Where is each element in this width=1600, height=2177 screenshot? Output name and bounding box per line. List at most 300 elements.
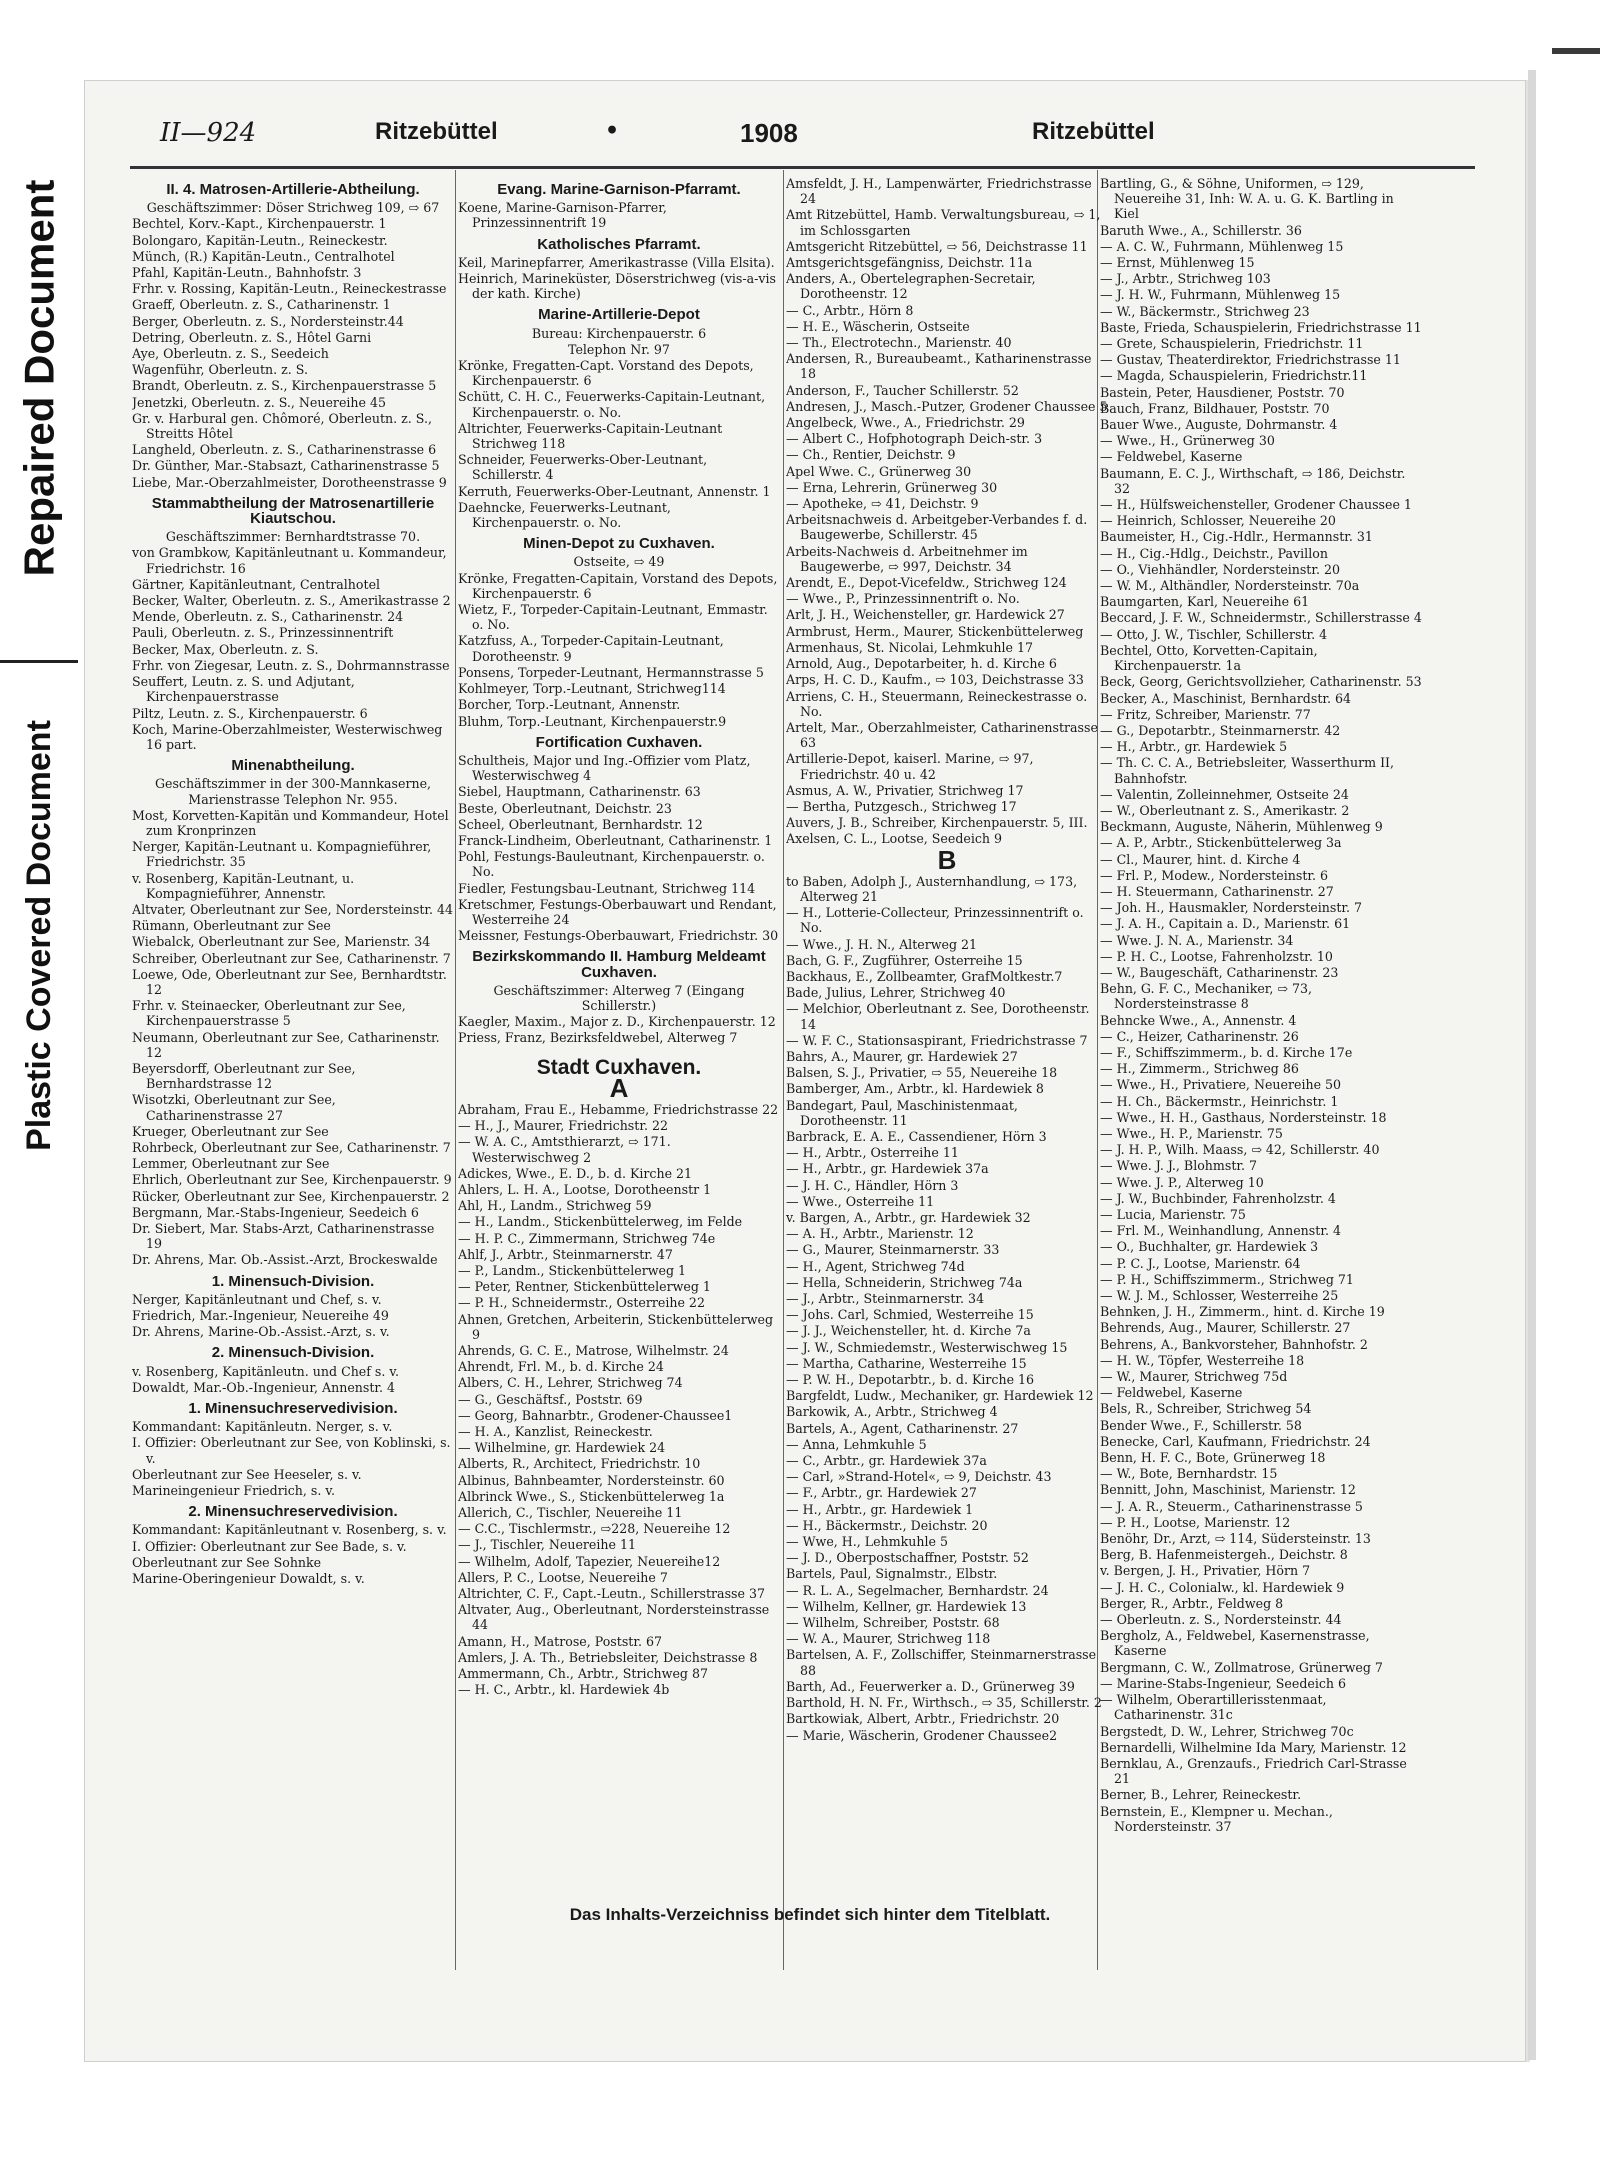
directory-entry: — P. H., Lootse, Marienstr. 12 [1100, 1514, 1291, 1530]
page-number: II—924 [160, 118, 257, 148]
directory-entry: — P. H., Schneidermstr., Osterreihe 22 [458, 1295, 705, 1311]
directory-entry: — Frl. P., Modew., Nordersteinstr. 6 [1100, 867, 1329, 883]
directory-entry: Bauch, Franz, Bildhauer, Poststr. 70 [1100, 400, 1330, 416]
directory-entry: — J., Arbtr., Strichweg 103 [1100, 271, 1271, 287]
directory-entry: Dowaldt, Mar.-Ob.-Ingenieur, Annenstr. 4 [132, 1379, 396, 1395]
directory-entry: Heinrich, Marineküster, Döserstrichweg (vis-a-vis der kath. Kirche) [458, 271, 776, 302]
directory-entry: — A. C. W., Fuhrmann, Mühlenweg 15 [1100, 238, 1344, 254]
directory-entry: — Frl. M., Weinhandlung, Annenstr. 4 [1100, 1223, 1341, 1239]
repaired-label-text: Repaired Document [15, 179, 62, 576]
directory-entry: — Valentin, Zolleinnehmer, Ostseite 24 [1100, 786, 1349, 802]
directory-entry: — P. C. J., Lootse, Marienstr. 64 [1100, 1255, 1301, 1271]
directory-entry: Bartelsen, A. F., Zollschiffer, Steinmarnerstrasse 88 [786, 1647, 1097, 1678]
section-heading: Bezirkskommando II. Hamburg Meldeamt Cuxhaven. [472, 948, 766, 981]
directory-entry: Krönke, Fregatten-Capt. Vorstand des Depots, Kirchenpauerstr. 6 [458, 358, 754, 389]
header-year: 1908 [740, 118, 798, 148]
directory-entry: Liebe, Mar.-Oberzahlmeister, Dorotheenstrasse 9 [132, 474, 447, 490]
directory-entry: v. Bergen, J. H., Privatier, Hörn 7 [1100, 1563, 1311, 1579]
section-subheading: Ostseite, ⇨ 49 [573, 554, 665, 570]
directory-entry: — Wwe., Osterreihe 11 [786, 1193, 935, 1209]
directory-entry: Barthold, H. N. Fr., Wirthsch., ⇨ 35, Schillerstr. 2 [786, 1695, 1102, 1711]
directory-entry: — Wwe. J. J., Blohmstr. 7 [1100, 1158, 1258, 1174]
directory-entry: — P. H. C., Lootse, Fahrenholzstr. 10 [1100, 948, 1333, 964]
directory-entry: Arnold, Aug., Depotarbeiter, h. d. Kirche 6 [786, 656, 1057, 672]
directory-entry: Axelsen, C. L., Lootse, Seedeich 9 [786, 831, 1003, 847]
directory-entry: Andresen, J., Masch.-Putzer, Grodener Chaussee 5 [786, 398, 1108, 414]
directory-entry: — H. C., Arbtr., kl. Hardewiek 4b [458, 1682, 670, 1698]
directory-entry: — W. A. C., Amtsthierarzt, ⇨ 171. Westerwischweg 2 [458, 1134, 671, 1165]
directory-entry: — Otto, J. W., Tischler, Schillerstr. 4 [1100, 626, 1328, 642]
directory-entry: — H., Arbtr., gr. Hardewiek 1 [786, 1501, 974, 1517]
directory-entry: — Fritz, Schreiber, Marienstr. 77 [1100, 706, 1311, 722]
directory-entry: — Ch., Rentier, Deichstr. 9 [786, 447, 956, 463]
section-heading: Evang. Marine-Garnison-Pfarramt. [497, 181, 741, 198]
directory-entry: — H., Arbtr., Osterreihe 11 [786, 1145, 959, 1161]
directory-entry: — Th., Electrotechn., Marienstr. 40 [786, 335, 1012, 351]
directory-entry: Wagenführ, Oberleutn. z. S. [132, 362, 308, 378]
directory-column-4 [1100, 176, 1422, 1976]
directory-entry: — Grete, Schauspielerin, Friedrichstr. 11 [1100, 336, 1364, 352]
directory-entry: Wietz, F., Torpeder-Capitain-Leutnant, Emmastr. o. No. [458, 602, 768, 633]
directory-entry: Becker, Max, Oberleutn. z. S. [132, 641, 319, 657]
directory-entry: — H. Ch., Bäckermstr., Heinrichstr. 1 [1100, 1093, 1339, 1109]
letter-heading: A [609, 1072, 629, 1103]
directory-entry: Borcher, Torp.-Leutnant, Annenstr. [458, 697, 681, 713]
directory-entry: Schultheis, Major und Ing.-Offizier vom Platz, Westerwischweg 4 [458, 752, 751, 784]
directory-entry: Rücker, Oberleutnant zur See, Kirchenpauerstr. 2 [132, 1188, 450, 1204]
directory-entry: Marine-Oberingenieur Dowaldt, s. v. [132, 1571, 365, 1587]
directory-entry: Kerruth, Feuerwerks-Ober-Leutnant, Annenstr. 1 [458, 483, 771, 499]
directory-entry: — H., Bäckermstr., Deichstr. 20 [786, 1517, 988, 1533]
directory-entry: — J., Tischler, Neuereihe 11 [458, 1537, 636, 1553]
section-heading: Fortification Cuxhaven. [535, 733, 703, 751]
directory-entry: — G., Depotarbtr., Steinmarnerstr. 42 [1100, 722, 1341, 738]
directory-entry: — W. M., Althändler, Nordersteinstr. 70a [1100, 578, 1360, 594]
directory-entry: — J. H. C., Händler, Hörn 3 [786, 1177, 959, 1193]
directory-entry: Graeff, Oberleutn. z. S., Catharinenstr. 1 [132, 297, 391, 313]
directory-entry: — H., Arbtr., gr. Hardewiek 37a [786, 1161, 989, 1177]
directory-entry: — F., Schiffszimmerm., b. d. Kirche 17e [1100, 1044, 1353, 1060]
directory-entry: Neumann, Oberleutnant zur See, Catharinenstr. 12 [132, 1029, 440, 1060]
directory-entry: — C., Arbtr., gr. Hardewiek 37a [786, 1453, 987, 1469]
directory-entry: Kohlmeyer, Torp.-Leutnant, Strichweg114 [458, 681, 726, 697]
section-heading: Katholisches Pfarramt. [537, 235, 701, 253]
directory-entry: Koene, Marine-Garnison-Pfarrer, Prinzessinnentrift 19 [458, 200, 667, 231]
directory-entry: Apel Wwe. C., Grünerweg 30 [786, 463, 972, 479]
directory-entry: — J. H. P., Wilh. Maass, ⇨ 42, Schillerstr. 40 [1100, 1142, 1380, 1158]
directory-entry: Baruth Wwe., A., Schillerstr. 36 [1100, 222, 1302, 238]
directory-entry: — G., Geschäftsf., Poststr. 69 [458, 1391, 643, 1407]
directory-entry: Abraham, Frau E., Hebamme, Friedrichstrasse 22 [458, 1101, 779, 1117]
directory-entry: Krueger, Oberleutnant zur See [132, 1123, 329, 1139]
directory-entry: — Georg, Bahnarbtr., Grodener-Chaussee1 [458, 1407, 733, 1423]
directory-entry: — H. A., Kanzlist, Reineckestr. [458, 1424, 653, 1440]
directory-entry: Altrichter, Feuerwerks-Capitain-Leutnant Strichweg 118 [458, 420, 723, 452]
directory-entry: Behncke Wwe., A., Annenstr. 4 [1100, 1012, 1297, 1028]
directory-entry: — Wwe., P., Prinzessinnentrift o. No. [786, 591, 1020, 607]
directory-entry: Auvers, J. B., Schreiber, Kirchenpauerstr. 5, III. [786, 815, 1088, 831]
directory-entry: Albers, C. H., Lehrer, Strichweg 74 [458, 1375, 683, 1391]
directory-entry: Berg, B. Hafenmeistergeh., Deichstr. 8 [1100, 1547, 1348, 1563]
directory-entry: — H. Steuermann, Catharinenstr. 27 [1100, 883, 1334, 899]
directory-entry: Bade, Julius, Lehrer, Strichweg 40 [786, 985, 1006, 1001]
directory-entry: Artillerie-Depot, kaiserl. Marine, ⇨ 97, Friedrichstr. 40 u. 42 [786, 751, 1034, 782]
directory-entry: v. Bargen, A., Arbtr., gr. Hardewiek 32 [786, 1210, 1031, 1225]
directory-entry: — H., Hülfsweichensteller, Grodener Chaussee 1 [1100, 497, 1412, 513]
directory-entry: Brandt, Oberleutn. z. S., Kirchenpauerstrasse 5 [132, 378, 437, 394]
directory-entry: Bach, G. F., Zugführer, Osterreihe 15 [786, 952, 1023, 968]
directory-entry: Behrens, A., Bankvorsteher, Bahnhofstr. 2 [1100, 1336, 1368, 1352]
directory-entry: — Cl., Maurer, hint. d. Kirche 4 [1100, 851, 1301, 867]
directory-entry: Baste, Frieda, Schauspielerin, Friedrichstrasse 11 [1100, 319, 1422, 335]
section-subheading: Geschäftszimmer: Alterweg 7 (Eingang Schillerstr.) [493, 982, 745, 1013]
directory-entry: — Peter, Rentner, Stickenbüttelerweg 1 [458, 1279, 711, 1295]
directory-entry: Arriens, C. H., Steuermann, Reineckestrasse o. No. [786, 688, 1088, 719]
directory-entry: Bandegart, Paul, Maschinistenmaat, Dorotheenstr. 11 [786, 1097, 1018, 1128]
directory-entry: — Wwe., H. P., Marienstr. 75 [1100, 1125, 1283, 1141]
directory-entry: — R. L. A., Segelmacher, Bernhardstr. 24 [786, 1582, 1049, 1598]
directory-entry: Amlers, J. A. Th., Betriebsleiter, Deichstrasse 8 [458, 1649, 758, 1665]
directory-entry: Bargfeldt, Ludw., Mechaniker, gr. Hardewiek 12 [786, 1388, 1094, 1404]
directory-entry: — Bertha, Putzgesch., Strichweg 17 [786, 798, 1017, 814]
directory-entry: — Wwe, H., Lehmkuhle 5 [786, 1534, 948, 1550]
directory-entry: Behnken, J. H., Zimmerm., hint. d. Kirche 19 [1100, 1304, 1385, 1320]
directory-entry: Most, Korvetten-Kapitän und Kommandeur, Hotel zum Kronprinzen [132, 807, 449, 838]
directory-entry: Baumgarten, Karl, Neuereihe 61 [1100, 594, 1310, 610]
directory-entry: Artelt, Mar., Oberzahlmeister, Catharinenstrasse 63 [786, 719, 1098, 751]
directory-entry: Frhr. v. Rossing, Kapitän-Leutn., Reineckestrasse [132, 281, 447, 297]
directory-entry: — Anna, Lehmkuhle 5 [786, 1436, 927, 1452]
repaired-document-label [0, 95, 78, 663]
directory-entry: Behn, G. F. C., Mechaniker, ⇨ 73, Nordersteinstrasse 8 [1100, 981, 1313, 1012]
directory-entry: Bartels, Paul, Signalmstr., Elbstr. [786, 1566, 998, 1582]
directory-entry: v. Rosenberg, Kapitän-Leutnant, u. Kompagnieführer, Annenstr. [132, 870, 355, 901]
directory-entry: Meissner, Festungs-Oberbauwart, Friedrichstr. 30 [458, 928, 779, 944]
directory-entry: — J. W., Buchbinder, Fahrenholzstr. 4 [1100, 1190, 1336, 1206]
directory-entry: — Wwe. J. P., Alterweg 10 [1100, 1174, 1264, 1190]
directory-entry: Barbrack, E. A. E., Cassendiener, Hörn 3 [786, 1128, 1047, 1144]
directory-entry: — Gustav, Theaterdirektor, Friedrichstrasse 11 [1100, 352, 1401, 368]
directory-entry: — O., Buchhalter, gr. Hardewiek 3 [1100, 1239, 1319, 1255]
directory-entry: Münch, (R.) Kapitän-Leutn., Centralhotel [132, 248, 395, 264]
directory-entry: Bennitt, John, Maschinist, Marienstr. 12 [1100, 1482, 1356, 1498]
directory-entry: — W., Maurer, Strichweg 75d [1100, 1369, 1288, 1385]
directory-entry: — Oberleutn. z. S., Nordersteinstr. 44 [1100, 1612, 1342, 1628]
directory-entry: Benöhr, Dr., Arzt, ⇨ 114, Südersteinstr. 13 [1100, 1531, 1371, 1547]
directory-entry: — Wilhelm, Adolf, Tapezier, Neuereihe12 [458, 1553, 721, 1569]
directory-entry: — J. H. C., Colonialw., kl. Hardewiek 9 [1100, 1579, 1345, 1595]
directory-entry: Bergmann, Mar.-Stabs-Ingenieur, Seedeich 6 [132, 1204, 419, 1220]
directory-entry: — J. W., Schmiedemstr., Westerwischweg 15 [786, 1339, 1068, 1355]
directory-entry: Nerger, Kapitän-Leutnant u. Kompagnieführer, Friedrichstr. 35 [132, 839, 432, 870]
directory-entry: Benecke, Carl, Kaufmann, Friedrichstr. 24 [1100, 1433, 1371, 1449]
column-divider [783, 170, 784, 1970]
directory-entry: Albrinck Wwe., S., Stickenbüttelerweg 1a [458, 1488, 725, 1504]
section-heading: 2. Minensuch-Division. [211, 1344, 375, 1362]
section-heading: Stammabtheilung der Matrosenartillerie Kiautschou. [151, 494, 435, 528]
directory-entry: Dr. Günther, Mar.-Stabsazt, Catharinenstrasse 5 [132, 458, 440, 474]
directory-entry: — H., J., Maurer, Friedrichstr. 22 [458, 1118, 669, 1134]
directory-entry: — C.C., Tischlermstr., ⇨228, Neuereihe 12 [458, 1521, 731, 1537]
directory-entry: Bechtel, Korv.-Kapt., Kirchenpauerstr. 1 [132, 216, 387, 232]
directory-entry: — H., Lotterie-Collecteur, Prinzessinnentrift o. No. [786, 905, 1084, 936]
directory-entry: — Wwe., H., Privatiere, Neuereihe 50 [1100, 1077, 1342, 1093]
directory-entry: Aye, Oberleutn. z. S., Seedeich [132, 346, 329, 362]
directory-entry: Arbeits-Nachweis d. Arbeitnehmer im Baugewerbe, ⇨ 997, Deichstr. 34 [786, 543, 1028, 574]
directory-entry: Angelbeck, Wwe., A., Friedrichstr. 29 [786, 415, 1025, 431]
directory-entry: — Ernst, Mühlenweg 15 [1100, 255, 1255, 271]
directory-entry: Ahrends, G. C. E., Matrose, Wilhelmstr. 24 [458, 1343, 729, 1359]
header-dot: • [605, 118, 620, 144]
directory-entry: Kaegler, Maxim., Major z. D., Kirchenpauerstr. 12 [458, 1014, 776, 1030]
directory-entry: Amann, H., Matrose, Poststr. 67 [458, 1633, 663, 1649]
directory-entry: — Magda, Schauspielerin, Friedrichstr.11 [1100, 368, 1368, 384]
directory-entry: — J. A. H., Capitain a. D., Marienstr. 61 [1100, 916, 1351, 932]
page-header [160, 118, 1470, 154]
directory-entry: — Feldwebel, Kaserne [1100, 1385, 1243, 1401]
directory-entry: Beyersdorff, Oberleutnant zur See, Bernhardstrasse 12 [132, 1060, 356, 1092]
directory-entry: — H. P. C., Zimmermann, Strichweg 74e [458, 1230, 716, 1246]
directory-entry: Amtsgerichtsgefängniss, Deichstr. 11a [786, 255, 1033, 271]
directory-entry: — Wwe., H., Grünerweg 30 [1100, 433, 1275, 449]
directory-entry: — Hella, Schneiderin, Strichweg 74a [786, 1274, 1023, 1290]
directory-entry: Anderson, F., Taucher Schillerstr. 52 [786, 382, 1019, 398]
directory-entry: Gr. v. Harbural gen. Chômoré, Oberleutn. z. S., Streitts Hôtel [132, 410, 432, 442]
directory-entry: — Wwe., J. H. N., Alterweg 21 [786, 936, 978, 952]
directory-entry: Detring, Oberleutn. z. S., Hôtel Garni [132, 329, 372, 345]
directory-entry: Scheel, Oberleutnant, Bernhardstr. 12 [458, 816, 703, 832]
directory-entry: Altvater, Oberleutnant zur See, Nordersteinstr. 44 [132, 901, 454, 917]
directory-entry: Beck, Georg, Gerichtsvollzieher, Catharinenstr. 53 [1100, 674, 1422, 690]
directory-entry: Dr. Ahrens, Mar. Ob.-Assist.-Arzt, Brockeswalde [132, 1252, 438, 1268]
directory-entry: Altrichter, C. F., Capt.-Leutn., Schillerstrasse 37 [458, 1586, 765, 1602]
directory-entry: Balsen, S. J., Privatier, ⇨ 55, Neuereihe 18 [786, 1065, 1058, 1081]
directory-entry: Mende, Oberleutn. z. S., Catharinenstr. 24 [132, 609, 404, 625]
directory-entry: Priess, Franz, Bezirksfeldwebel, Alterweg 7 [458, 1030, 738, 1046]
directory-entry: — Wilhelm, Oberartillerisstenmaat, Catharinenstr. 31c [1100, 1692, 1327, 1723]
directory-entry: Arendt, E., Depot-Vicefeldw., Strichweg 124 [786, 575, 1067, 591]
directory-entry: Frhr. v. Steinaecker, Oberleutnant zur See, Kirchenpauerstrasse 5 [132, 998, 406, 1029]
directory-entry: Siebel, Hauptmann, Catharinenstr. 63 [458, 784, 701, 800]
directory-entry: Barth, Ad., Feuerwerker a. D., Grünerweg 39 [786, 1678, 1075, 1694]
directory-entry: to Baben, Adolph J., Austernhandlung, ⇨ 173, Alterweg 21 [786, 873, 1078, 904]
header-rule [130, 166, 1475, 169]
section-heading: Minenabtheilung. [231, 757, 355, 775]
directory-entry: Rümann, Oberleutnant zur See [132, 918, 331, 934]
section-heading: Minen-Depot zu Cuxhaven. [523, 535, 715, 553]
directory-entry: Beckmann, Auguste, Näherin, Mühlenweg 9 [1100, 819, 1383, 835]
directory-entry: Schneider, Feuerwerks-Ober-Leutnant, Schillerstr. 4 [458, 452, 708, 483]
directory-entry: Baumeister, H., Cig.-Hdlr., Hermannstr. 31 [1100, 529, 1373, 545]
directory-entry: — Marie, Wäscherin, Grodener Chaussee2 [786, 1727, 1058, 1743]
directory-entry: Wisotzki, Oberleutnant zur See, Catharinenstrasse 27 [132, 1092, 336, 1123]
directory-entry: Becker, A., Maschinist, Bernhardstr. 64 [1100, 690, 1352, 706]
directory-entry: Bluhm, Torp.-Leutnant, Kirchenpauerstr.9 [458, 713, 727, 729]
directory-entry: Daehncke, Feuerwerks-Leutnant, Kirchenpauerstr. o. No. [458, 499, 671, 531]
section-subheading: Bureau: Kirchenpauerstr. 6 [531, 325, 707, 341]
plastic-label-text: Plastic Covered Document [19, 719, 58, 1151]
directory-entry: Allers, P. C., Lootse, Neuereihe 7 [458, 1569, 668, 1585]
directory-entry: Bolongaro, Kapitän-Leutn., Reineckestr. [132, 232, 388, 248]
directory-entry: — J. J., Weichensteller, ht. d. Kirche 7a [786, 1323, 1031, 1339]
directory-entry: Andersen, R., Bureaubeamt., Katharinenstrasse 18 [786, 351, 1092, 382]
directory-entry: — Wilhelm, Schreiber, Poststr. 68 [786, 1615, 1000, 1631]
column-divider [455, 170, 456, 1970]
directory-entry: Dr. Siebert, Mar. Stabs-Arzt, Catharinenstrasse 19 [132, 1221, 435, 1252]
directory-entry: Anders, A., Obertelegraphen-Secretair, Dorotheenstr. 12 [786, 271, 1036, 302]
directory-entry: Berger, Oberleutn. z. S., Nordersteinstr.44 [132, 313, 404, 329]
directory-entry: Rohrbeck, Oberleutnant zur See, Catharinenstr. 7 [132, 1139, 451, 1155]
scan-corner [1552, 48, 1600, 54]
directory-entry: Ahlers, L. H. A., Lootse, Dorotheenstr 1 [458, 1181, 712, 1197]
directory-entry: Asmus, A. W., Privatier, Strichweg 17 [786, 782, 1024, 798]
directory-entry: Pfahl, Kapitän-Leutn., Bahnhofstr. 3 [132, 265, 362, 281]
directory-entry: — P., Landm., Stickenbüttelerweg 1 [458, 1263, 687, 1278]
directory-column-3 [786, 176, 1108, 1976]
section-subheading: Geschäftszimmer: Bernhardtstrasse 70. [165, 529, 421, 545]
directory-entry: — Feldwebel, Kaserne [1100, 449, 1243, 465]
directory-entry: — J. H. W., Fuhrmann, Mühlenweg 15 [1100, 287, 1341, 303]
directory-entry: Oberleutnant zur See Sohnke [132, 1554, 322, 1570]
directory-entry: Bartling, G., & Söhne, Uniformen, ⇨ 129, Neuereihe 31, Inh: W. A. u. G. K. Bartling in Kiel [1100, 176, 1394, 222]
section-heading: 1. Minensuchreservedivision. [188, 1400, 398, 1418]
directory-entry: Bartels, A., Agent, Catharinenstr. 27 [786, 1420, 1019, 1436]
directory-entry: Albinus, Bahnbeamter, Nordersteinstr. 60 [458, 1472, 725, 1488]
directory-entry: — Erna, Lehrerin, Grünerweg 30 [786, 479, 998, 495]
directory-entry: Fiedler, Festungsbau-Leutnant, Strichweg 114 [458, 880, 756, 896]
directory-entry: Schütt, C. H. C., Feuerwerks-Capitain-Leutnant, Kirchenpauerstr. o. No. [458, 389, 766, 420]
directory-entry: — O., Viehhändler, Nordersteinstr. 20 [1100, 561, 1341, 577]
directory-entry: Allerich, C., Tischler, Neuereihe 11 [458, 1505, 683, 1521]
directory-entry: Kommandant: Kapitänleutn. Nerger, s. v. [132, 1419, 393, 1435]
directory-entry: Nerger, Kapitänleutnant und Chef, s. v. [132, 1291, 382, 1307]
directory-entry: Bahrs, A., Maurer, gr. Hardewiek 27 [786, 1048, 1018, 1064]
directory-entry: — Joh. H., Hausmakler, Nordersteinstr. 7 [1100, 900, 1363, 916]
section-heading: II. 4. Matrosen-Artillerie-Abtheilung. [166, 181, 420, 198]
directory-entry: Gärtner, Kapitänleutnant, Centralhotel [132, 576, 381, 592]
letter-heading: B [937, 844, 957, 875]
directory-entry: — Wilhelmine, gr. Hardewiek 24 [458, 1440, 666, 1456]
section-heading: Marine-Artillerie-Depot [538, 306, 700, 324]
directory-entry: Jenetzki, Oberleutn. z. S., Neuereihe 45 [132, 394, 387, 410]
directory-entry: Adickes, Wwe., E. D., b. d. Kirche 21 [458, 1165, 693, 1181]
directory-entry: Ahnen, Gretchen, Arbeiterin, Stickenbüttelerweg 9 [458, 1311, 774, 1342]
directory-entry: Oberleutnant zur See Heeseler, s. v. [132, 1466, 362, 1482]
directory-column-1 [132, 176, 454, 1976]
page-edge [1528, 70, 1536, 2060]
directory-entry: Bels, R., Schreiber, Strichweg 54 [1100, 1401, 1312, 1417]
directory-entry: Bartkowiak, Albert, Arbtr., Friedrichstr. 20 [786, 1711, 1060, 1727]
directory-entry: — Heinrich, Schlosser, Neuereihe 20 [1100, 513, 1336, 529]
directory-entry: Amt Ritzebüttel, Hamb. Verwaltungsbureau, ⇨ 1, im Schlossgarten [786, 207, 1101, 238]
directory-entry: Bender Wwe., F., Schillerstr. 58 [1100, 1417, 1302, 1433]
directory-entry: Armenhaus, St. Nicolai, Lehmkuhle 17 [786, 639, 1033, 655]
directory-entry: Kommandant: Kapitänleutnant v. Rosenberg, s. v. [132, 1522, 447, 1538]
directory-entry: Bergstedt, D. W., Lehrer, Strichweg 70c [1100, 1723, 1354, 1739]
directory-entry: — H., Landm., Stickenbüttelerweg, im Felde [458, 1214, 743, 1230]
directory-entry: Amtsgericht Ritzebüttel, ⇨ 56, Deichstrasse 11 [786, 238, 1088, 254]
directory-entry: Bamberger, Am., Arbtr., kl. Hardewiek 8 [786, 1081, 1044, 1097]
directory-entry: — C., Arbtr., Hörn 8 [786, 302, 914, 318]
directory-entry: Berner, B., Lehrer, Reineckestr. [1100, 1787, 1302, 1803]
directory-entry: Krönke, Fregatten-Capitain, Vorstand des Depots, Kirchenpauerstr. 6 [458, 570, 778, 601]
directory-entry: Bauer Wwe., Auguste, Dohrmanstr. 4 [1100, 417, 1338, 433]
directory-entry: — Th. C. C. A., Betriebsleiter, Wasserthurm II, Bahnhofstr. [1100, 755, 1395, 786]
directory-entry: — P. W. H., Depotarbtr., b. d. Kirche 16 [786, 1372, 1035, 1388]
directory-entry: — W. J. M., Schlosser, Westerreihe 25 [1100, 1288, 1339, 1304]
plastic-covered-label [0, 665, 78, 1205]
directory-entry: — W. F. C., Stationsaspirant, Friedrichstrasse 7 [786, 1032, 1088, 1048]
directory-entry: — A. H., Arbtr., Marienstr. 12 [786, 1226, 974, 1242]
directory-entry: — Lucia, Marienstr. 75 [1100, 1207, 1246, 1222]
directory-entry: Seuffert, Leutn. z. S. und Adjutant, Kirchenpauerstrasse [132, 674, 355, 705]
directory-entry: Ammermann, Ch., Arbtr., Strichweg 87 [458, 1666, 708, 1682]
directory-entry: — W. A., Maurer, Strichweg 118 [786, 1631, 991, 1647]
directory-entry: — C., Heizer, Catharinenstr. 26 [1100, 1028, 1299, 1044]
directory-entry: — Wilhelm, Kellner, gr. Hardewiek 13 [786, 1598, 1027, 1614]
directory-entry: Beste, Oberleutnant, Deichstr. 23 [458, 800, 672, 816]
directory-entry: — H., Arbtr., gr. Hardewiek 5 [1100, 739, 1288, 755]
directory-entry: — W., Oberleutnant z. S., Amerikastr. 2 [1100, 802, 1350, 818]
section-heading: 2. Minensuchreservedivision. [188, 1503, 398, 1521]
directory-entry: — W., Bote, Bernhardstr. 15 [1100, 1466, 1278, 1482]
section-subheading: Telephon Nr. 97 [568, 341, 670, 357]
directory-entry: — Martha, Catharine, Westerreihe 15 [786, 1355, 1027, 1371]
directory-entry: Becker, Walter, Oberleutn. z. S., Amerikastrasse 2 [132, 593, 451, 609]
directory-entry: Armbrust, Herm., Maurer, Stickenbüttelerweg [786, 623, 1084, 639]
directory-entry: Ehrlich, Oberleutnant zur See, Kirchenpauerstr. 9 [132, 1172, 452, 1188]
directory-entry: Bernardelli, Wilhelmine Ida Mary, Marienstr. 12 [1100, 1739, 1407, 1755]
directory-entry: Wiebalck, Oberleutnant zur See, Marienstr. 34 [132, 934, 431, 950]
directory-entry: Arbeitsnachweis d. Arbeitgeber-Verbandes f. d. Baugewerbe, Schillerstr. 45 [786, 512, 1088, 543]
directory-entry: Berger, R., Arbtr., Feldweg 8 [1100, 1595, 1284, 1611]
directory-entry: Bernstein, E., Klempner u. Mechan., Nordersteinstr. 37 [1100, 1803, 1333, 1834]
directory-entry: — H., Agent, Strichweg 74d [786, 1258, 965, 1274]
directory-column-2 [458, 176, 780, 1976]
directory-entry: Arps, H. C. D., Kaufm., ⇨ 103, Deichstrasse 33 [786, 672, 1084, 688]
section-subheading: Geschäftszimmer: Döser Strichweg 109, ⇨ 67 [146, 200, 440, 216]
directory-entry: Langheld, Oberleutn. z. S., Catharinenstrasse 6 [132, 442, 437, 458]
directory-entry: v. Rosenberg, Kapitänleutn. und Chef s. v. [132, 1363, 400, 1379]
directory-entry: Bastein, Peter, Hausdiener, Poststr. 70 [1100, 384, 1345, 400]
directory-entry: — Wwe., H. H., Gasthaus, Nordersteinstr. 18 [1100, 1109, 1387, 1125]
directory-entry: von Grambkow, Kapitänleutnant u. Kommandeur, Friedrichstr. 16 [132, 545, 447, 576]
directory-entry: Altvater, Aug., Oberleutnant, Nordersteinstrasse 44 [458, 1602, 770, 1633]
directory-entry: — Johs. Carl, Schmied, Westerreihe 15 [786, 1307, 1034, 1323]
directory-entry: Baumann, E. C. J., Wirthschaft, ⇨ 186, Deichstr. 32 [1100, 465, 1406, 496]
directory-entry: Marineingenieur Friedrich, s. v. [132, 1483, 336, 1499]
directory-entry: Katzfuss, A., Torpeder-Capitain-Leutnant, Dorotheenstr. 9 [458, 633, 724, 664]
directory-entry: Ahrendt, Frl. M., b. d. Kirche 24 [458, 1359, 664, 1375]
directory-entry: — W., Baugeschäft, Catharinenstr. 23 [1100, 964, 1339, 980]
directory-entry: Bergholz, A., Feldwebel, Kasernenstrasse, Kaserne [1100, 1628, 1370, 1659]
directory-entry: — Albert C., Hofphotograph Deich-str. 3 [786, 431, 1043, 447]
directory-entry: Backhaus, E., Zollbeamter, GrafMoltkestr.7 [786, 968, 1063, 984]
directory-entry: — Marine-Stabs-Ingenieur, Seedeich 6 [1100, 1675, 1347, 1691]
section-subheading: Geschäftszimmer in der 300-Mannkaserne, Marienstrasse Telephon Nr. 955. [154, 776, 432, 807]
directory-entry: I. Offizier: Oberleutnant zur See, von Koblinski, s. v. [132, 1435, 451, 1466]
directory-entry: — J. A. R., Steuerm., Catharinenstrasse 5 [1100, 1498, 1363, 1514]
directory-entry: Piltz, Leutn. z. S., Kirchenpauerstr. 6 [132, 705, 368, 721]
header-location-left: Ritzebüttel [375, 118, 498, 145]
directory-entry: — H., Cig.-Hdlg., Deichstr., Pavillon [1100, 545, 1328, 561]
directory-entry: Loewe, Ode, Oberleutnant zur See, Bernhardtstr. 12 [132, 966, 447, 997]
directory-entry: — Wwe. J. N. A., Marienstr. 34 [1100, 932, 1294, 948]
directory-entry: — H. W., Töpfer, Westerreihe 18 [1100, 1352, 1305, 1368]
directory-entry: — J. D., Oberpostschaffner, Poststr. 52 [786, 1550, 1029, 1566]
directory-entry: Dr. Ahrens, Marine-Ob.-Assist.-Arzt, s. v. [132, 1324, 390, 1340]
directory-entry: Arlt, J. H., Weichensteller, gr. Hardewick 27 [786, 607, 1065, 623]
